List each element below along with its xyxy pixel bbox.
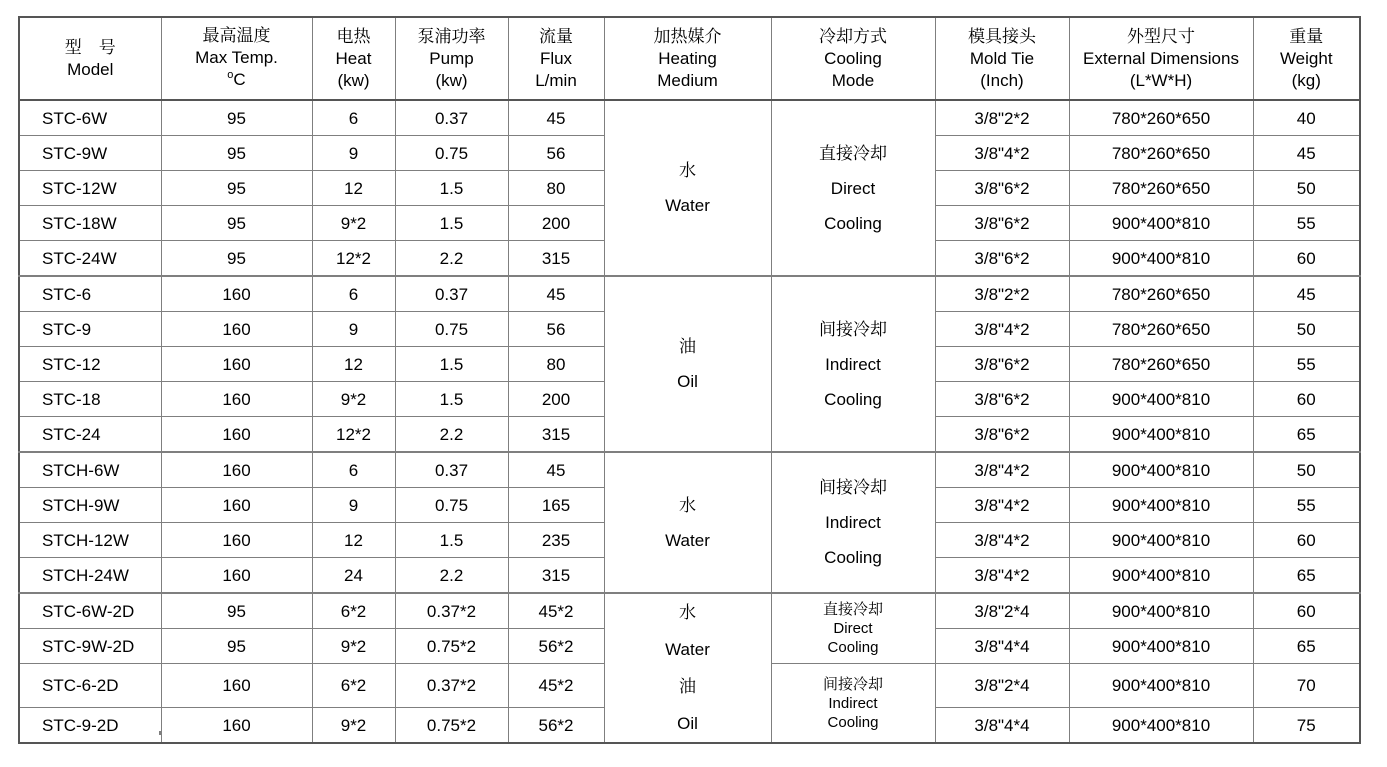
pump-cell: 1.5 — [395, 523, 508, 558]
heat-cell: 9*2 — [312, 629, 395, 664]
flux-cell: 200 — [508, 206, 604, 241]
dims-cell: 900*400*810 — [1069, 523, 1253, 558]
flux-cell: 56*2 — [508, 629, 604, 664]
model-cell: STC-12 — [19, 347, 161, 382]
cell-line: Water — [665, 640, 710, 659]
flux-cell: 235 — [508, 523, 604, 558]
dims-cell: 900*400*810 — [1069, 629, 1253, 664]
heat-cell: 6 — [312, 452, 395, 488]
tie-cell: 3/8"2*2 — [935, 100, 1069, 136]
cell-line: Direct — [830, 178, 876, 198]
flux-cell: 45*2 — [508, 593, 604, 629]
dims-cell: 900*400*810 — [1069, 488, 1253, 523]
cell-line: Direct — [833, 620, 873, 637]
temp-cell: 160 — [161, 708, 312, 744]
heat-cell: 12 — [312, 347, 395, 382]
temp-cell: 95 — [161, 629, 312, 664]
pump-cell: 1.5 — [395, 206, 508, 241]
tie-cell: 3/8"2*4 — [935, 593, 1069, 629]
cell-line: Water — [665, 530, 710, 550]
dims-cell: 900*400*810 — [1069, 417, 1253, 453]
temp-cell: 95 — [161, 206, 312, 241]
dims-cell: 780*260*650 — [1069, 171, 1253, 206]
heating-medium-cell — [604, 100, 771, 276]
pump-cell: 0.75 — [395, 136, 508, 171]
cell-line: Indirect — [825, 354, 881, 374]
tie-cell: 3/8"6*2 — [935, 417, 1069, 453]
temp-cell: 95 — [161, 593, 312, 629]
weight-cell: 55 — [1253, 206, 1360, 241]
heat-cell: 6 — [312, 100, 395, 136]
heat-cell: 12*2 — [312, 417, 395, 453]
header-max-temp: 最高温度 Max Temp. $^o$C — [161, 17, 312, 100]
cooling-mode-cell — [771, 100, 935, 276]
pump-cell: 2.2 — [395, 417, 508, 453]
model-cell: STC-6W-2D — [19, 593, 161, 629]
tie-cell: 3/8"4*2 — [935, 523, 1069, 558]
header-heating-medium: 加热媒介 Heating Medium — [604, 17, 771, 100]
weight-cell: 50 — [1253, 312, 1360, 347]
tie-cell: 3/8"6*2 — [935, 206, 1069, 241]
cooling-mode-cell — [771, 452, 935, 593]
heat-cell: 9 — [312, 488, 395, 523]
weight-cell: 65 — [1253, 629, 1360, 664]
weight-cell: 45 — [1253, 276, 1360, 312]
header-heat: 电热 Heat (kw) — [312, 17, 395, 100]
header-pump: 泵浦功率 Pump (kw) — [395, 17, 508, 100]
dims-cell: 780*260*650 — [1069, 136, 1253, 171]
table-tick — [159, 731, 161, 735]
temp-cell: 160 — [161, 276, 312, 312]
cell-line: 间接冷却 — [822, 675, 883, 693]
heating-medium-cell — [604, 452, 771, 593]
model-cell: STC-9-2D — [19, 708, 161, 744]
weight-cell: 40 — [1253, 100, 1360, 136]
dims-cell: 900*400*810 — [1069, 593, 1253, 629]
temp-cell: 160 — [161, 382, 312, 417]
model-cell: STC-9W-2D — [19, 629, 161, 664]
weight-cell: 50 — [1253, 452, 1360, 488]
cell-line: Cooling — [827, 639, 879, 656]
cell-line: 直接冷却 — [822, 601, 883, 618]
model-cell: STC-18 — [19, 382, 161, 417]
temp-cell: 95 — [161, 171, 312, 206]
heat-cell: 24 — [312, 558, 395, 594]
tie-cell: 3/8"6*2 — [935, 382, 1069, 417]
cell-line: Indirect — [828, 694, 878, 712]
weight-cell: 60 — [1253, 241, 1360, 277]
heating-medium-cell — [604, 593, 771, 743]
header-cooling-mode: 冷却方式 Cooling Mode — [771, 17, 935, 100]
pump-cell: 2.2 — [395, 558, 508, 594]
dims-cell: 780*260*650 — [1069, 347, 1253, 382]
temp-cell: 95 — [161, 241, 312, 277]
heat-cell: 6*2 — [312, 593, 395, 629]
cell-line: 水 — [679, 495, 696, 515]
weight-cell: 55 — [1253, 488, 1360, 523]
flux-cell: 45*2 — [508, 664, 604, 708]
cell-line: Cooling — [824, 548, 882, 567]
model-cell: STC-18W — [19, 206, 161, 241]
flux-cell: 56 — [508, 312, 604, 347]
model-cell: STCH-9W — [19, 488, 161, 523]
cooling-mode-cell — [771, 276, 935, 452]
model-cell: STC-9 — [19, 312, 161, 347]
heat-cell: 12 — [312, 523, 395, 558]
header-mold-tie: 模具接头 Mold Tie (Inch) — [935, 17, 1069, 100]
dims-cell: 780*260*650 — [1069, 276, 1253, 312]
flux-cell: 45 — [508, 100, 604, 136]
heating-medium-cell — [604, 276, 771, 452]
cell-line: 直接冷却 — [819, 143, 887, 163]
heat-cell: 12*2 — [312, 241, 395, 277]
cell-line: 水 — [679, 161, 696, 180]
flux-cell: 165 — [508, 488, 604, 523]
dims-cell: 900*400*810 — [1069, 241, 1253, 277]
cell-line: 间接冷却 — [819, 319, 887, 339]
tie-cell: 3/8"4*2 — [935, 452, 1069, 488]
cell-line: Oil — [677, 372, 698, 391]
header-dimensions: 外型尺寸 External Dimensions (L*W*H) — [1069, 17, 1253, 100]
weight-cell: 60 — [1253, 382, 1360, 417]
dims-cell: 900*400*810 — [1069, 382, 1253, 417]
cell-line: 油 — [679, 337, 696, 356]
temp-cell: 160 — [161, 347, 312, 382]
cell-line: Water — [665, 196, 710, 215]
weight-cell: 55 — [1253, 347, 1360, 382]
dims-cell: 900*400*810 — [1069, 206, 1253, 241]
tie-cell: 3/8"4*4 — [935, 629, 1069, 664]
cell-line: 间接冷却 — [819, 478, 887, 497]
temp-cell: 160 — [161, 523, 312, 558]
model-cell: STC-6W — [19, 100, 161, 136]
header-model: 型 号 Model — [19, 17, 161, 100]
pump-cell: 0.37 — [395, 452, 508, 488]
flux-cell: 45 — [508, 452, 604, 488]
heat-cell: 9*2 — [312, 708, 395, 744]
dims-cell: 900*400*810 — [1069, 558, 1253, 594]
spec-table — [18, 16, 1361, 744]
cell-line: Oil — [677, 714, 698, 733]
tie-cell: 3/8"4*2 — [935, 488, 1069, 523]
model-cell: STC-6 — [19, 276, 161, 312]
flux-cell: 80 — [508, 347, 604, 382]
tie-cell: 3/8"6*2 — [935, 347, 1069, 382]
dims-cell: 780*260*650 — [1069, 312, 1253, 347]
weight-cell: 50 — [1253, 171, 1360, 206]
cell-line: Cooling — [827, 713, 879, 731]
heat-cell: 9*2 — [312, 206, 395, 241]
dims-cell: 900*400*810 — [1069, 452, 1253, 488]
cell-line: Cooling — [824, 389, 882, 409]
model-cell: STC-9W — [19, 136, 161, 171]
cell-line: Indirect — [825, 513, 881, 532]
header-row — [19, 17, 1360, 100]
temp-cell: 95 — [161, 136, 312, 171]
header-weight: 重量 Weight (kg) — [1253, 17, 1360, 100]
model-cell: STC-12W — [19, 171, 161, 206]
model-cell: STCH-24W — [19, 558, 161, 594]
cooling-mode-cell — [771, 593, 935, 664]
temp-cell: 160 — [161, 558, 312, 594]
cell-line: 水 — [679, 603, 696, 622]
flux-cell: 315 — [508, 558, 604, 594]
temp-cell: 160 — [161, 488, 312, 523]
pump-cell: 0.37*2 — [395, 664, 508, 708]
temp-cell: 95 — [161, 100, 312, 136]
tie-cell: 3/8"4*2 — [935, 136, 1069, 171]
table-body — [19, 100, 1360, 743]
model-cell: STC-24W — [19, 241, 161, 277]
heat-cell: 9 — [312, 136, 395, 171]
pump-cell: 0.75 — [395, 488, 508, 523]
tie-cell: 3/8"4*2 — [935, 312, 1069, 347]
pump-cell: 0.75*2 — [395, 708, 508, 744]
dims-cell: 900*400*810 — [1069, 708, 1253, 744]
dims-cell: 900*400*810 — [1069, 664, 1253, 708]
weight-cell: 65 — [1253, 417, 1360, 453]
model-cell: STC-6-2D — [19, 664, 161, 708]
pump-cell: 2.2 — [395, 241, 508, 277]
table-row — [19, 100, 1360, 136]
table-row — [19, 593, 1360, 629]
tie-cell: 3/8"4*2 — [935, 558, 1069, 594]
model-cell: STCH-6W — [19, 452, 161, 488]
table-row — [19, 276, 1360, 312]
pump-cell: 0.75 — [395, 312, 508, 347]
model-cell: STCH-12W — [19, 523, 161, 558]
heat-cell: 9 — [312, 312, 395, 347]
heat-cell: 6 — [312, 276, 395, 312]
flux-cell: 56*2 — [508, 708, 604, 744]
dims-cell: 780*260*650 — [1069, 100, 1253, 136]
flux-cell: 315 — [508, 241, 604, 277]
pump-cell: 1.5 — [395, 171, 508, 206]
heat-cell: 6*2 — [312, 664, 395, 708]
flux-cell: 200 — [508, 382, 604, 417]
flux-cell: 56 — [508, 136, 604, 171]
tie-cell: 3/8"4*4 — [935, 708, 1069, 744]
flux-cell: 45 — [508, 276, 604, 312]
cell-line: Cooling — [824, 213, 882, 233]
weight-cell: 60 — [1253, 523, 1360, 558]
tie-cell: 3/8"6*2 — [935, 171, 1069, 206]
weight-cell: 75 — [1253, 708, 1360, 744]
weight-cell: 70 — [1253, 664, 1360, 708]
tie-cell: 3/8"2*2 — [935, 276, 1069, 312]
model-cell: STC-24 — [19, 417, 161, 453]
tie-cell: 3/8"2*4 — [935, 664, 1069, 708]
heat-cell: 12 — [312, 171, 395, 206]
flux-cell: 315 — [508, 417, 604, 453]
tie-cell: 3/8"6*2 — [935, 241, 1069, 277]
temp-cell: 160 — [161, 664, 312, 708]
cooling-mode-cell — [771, 664, 935, 744]
cell-line: 油 — [679, 677, 696, 696]
pump-cell: 0.75*2 — [395, 629, 508, 664]
pump-cell: 1.5 — [395, 382, 508, 417]
pump-cell: 0.37*2 — [395, 593, 508, 629]
heat-cell: 9*2 — [312, 382, 395, 417]
temp-cell: 160 — [161, 312, 312, 347]
table-row — [19, 452, 1360, 488]
temp-cell: 160 — [161, 452, 312, 488]
pump-cell: 0.37 — [395, 276, 508, 312]
temp-cell: 160 — [161, 417, 312, 453]
weight-cell: 65 — [1253, 558, 1360, 594]
weight-cell: 60 — [1253, 593, 1360, 629]
flux-cell: 80 — [508, 171, 604, 206]
pump-cell: 0.37 — [395, 100, 508, 136]
pump-cell: 1.5 — [395, 347, 508, 382]
header-flux: 流量 Flux L/min — [508, 17, 604, 100]
weight-cell: 45 — [1253, 136, 1360, 171]
